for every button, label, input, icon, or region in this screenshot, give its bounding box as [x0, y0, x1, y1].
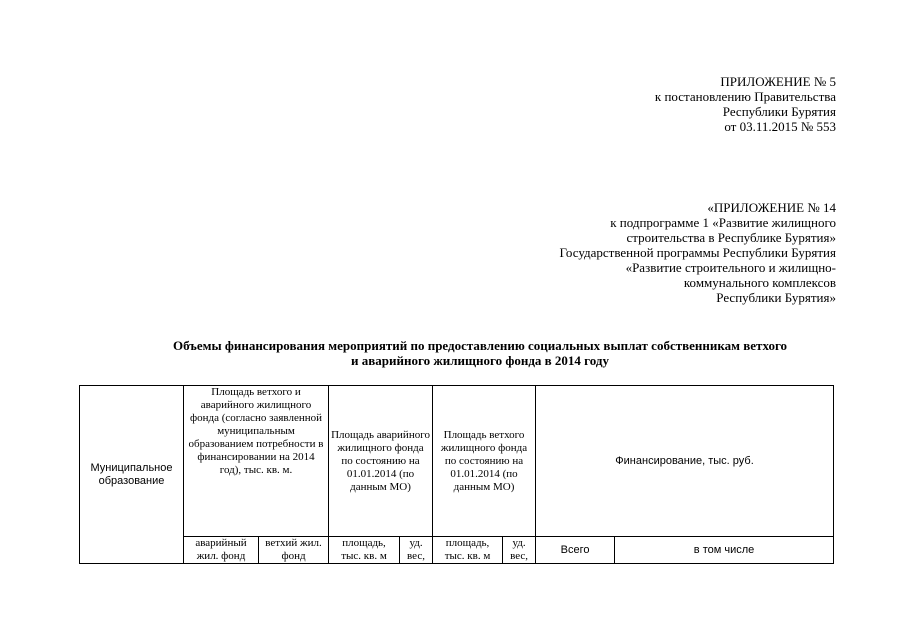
subheader-emergency-fund: аварийный жил. фонд [184, 537, 259, 564]
subheader-total: Всего [536, 537, 615, 564]
header-area-dilapidated: Площадь ветхого жилищного фонда по состоянию на 01.01.2014 (по данным МО) [433, 386, 536, 537]
appendix-5-header [655, 74, 836, 134]
subheader-area-1: площадь, тыс. кв. м [329, 537, 400, 564]
appendix-5-resolution: к постановлению Правительства [654, 89, 836, 104]
header-financing: Финансирование, тыс. руб. [536, 386, 834, 537]
header-area-emergency: Площадь аварийного жилищного фонда по состоянию на 01.01.2014 (по данным МО) [329, 386, 433, 537]
table-subheader-row [80, 537, 834, 564]
subheader-dilapidated-fund: ветхий жил. фонд [259, 537, 329, 564]
subheader-share-2: уд. вес, [503, 537, 536, 564]
appendix-14-header [560, 200, 836, 305]
subheader-area-2: площадь, тыс. кв. м [433, 537, 503, 564]
appendix-14-subprogram-cont: строительства в Республике Бурятия» [626, 230, 836, 245]
appendix-14-subprogram: к подпрограмме 1 «Развитие жилищного [610, 215, 836, 230]
document-title-line-2: и аварийного жилищного фонда в 2014 году [351, 353, 609, 368]
appendix-14-program-name: «Развитие строительного и жилищно- [625, 260, 836, 275]
header-municipality: Муниципальное образование [80, 386, 184, 564]
subheader-including: в том числе [615, 537, 834, 564]
appendix-5-date-number: от 03.11.2015 № 553 [724, 119, 836, 134]
table-header-row [80, 386, 834, 537]
appendix-14-republic: Республики Бурятия» [716, 290, 836, 305]
financing-table [79, 385, 834, 564]
appendix-5-number: ПРИЛОЖЕНИЕ № 5 [720, 74, 836, 89]
subheader-share-1: уд. вес, [400, 537, 433, 564]
appendix-14-program-name-cont: коммунального комплексов [683, 275, 836, 290]
appendix-14-number: «ПРИЛОЖЕНИЕ № 14 [707, 200, 836, 215]
appendix-14-state-program: Государственной программы Республики Бурятия [559, 245, 836, 260]
document-title [100, 338, 860, 368]
document-title-line-1: Объемы финансирования мероприятий по предоставлению социальных выплат собственникам ветхого [172, 338, 788, 353]
header-area-need: Площадь ветхого и аварийного жилищного фонда (согласно заявленной муниципальным образованием потребности в финансировании на 2014 год), тыс. кв. м. [184, 386, 329, 537]
appendix-5-republic: Республики Бурятия [722, 104, 836, 119]
